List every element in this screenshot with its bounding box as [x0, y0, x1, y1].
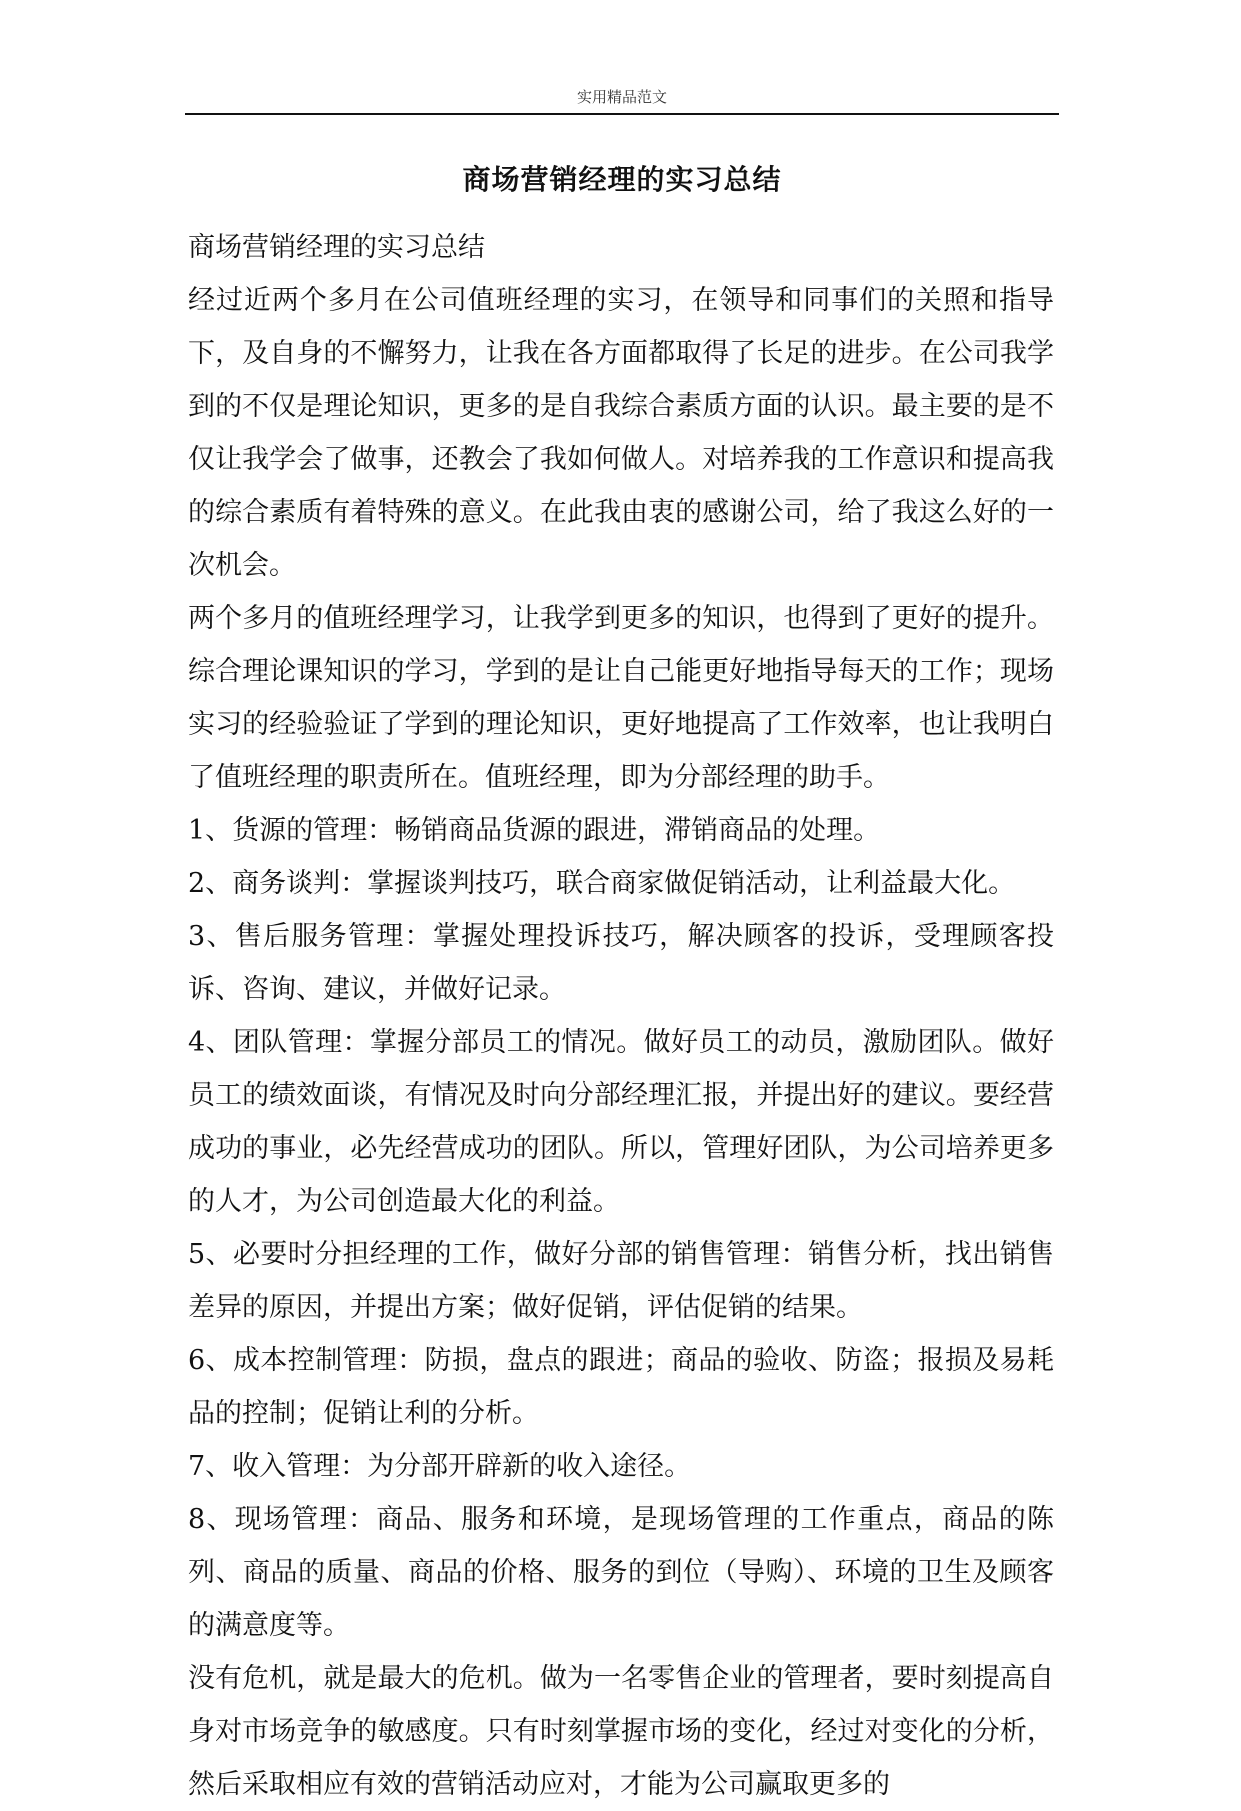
header-divider	[185, 113, 1059, 115]
page-header	[185, 0, 1059, 116]
paragraph-study: 两个多月的值班经理学习，让我学到更多的知识，也得到了更好的提升。综合理论课知识的学习，学到的是让自己能更好地指导每天的工作；现场实习的经验验证了学到的理论知识，更好地提高了工作效率，也让我明白了值班经理的职责所在。值班经理，即为分部经理的助手。	[188, 603, 1054, 793]
document-body	[188, 221, 1054, 1811]
header-text: 实用精品范文	[576, 88, 667, 106]
document-title: 商场营销经理的实习总结	[462, 163, 782, 196]
list-item-5: 5、必要时分担经理的工作，做好分部的销售管理：销售分析，找出销售差异的原因，并提出方案；做好促销，评估促销的结果。	[188, 1239, 1054, 1323]
paragraph-subtitle: 商场营销经理的实习总结	[188, 232, 485, 263]
list-item-6: 6、成本控制管理：防损，盘点的跟进；商品的验收、防盗；报损及易耗品的控制；促销让利的分析。	[188, 1345, 1054, 1429]
list-item-7: 7、收入管理：为分部开辟新的收入途径。	[188, 1451, 692, 1482]
paragraph-conclusion: 没有危机，就是最大的危机。做为一名零售企业的管理者，要时刻提高自身对市场竞争的敏感度。只有时刻掌握市场的变化，经过对变化的分析，然后采取相应有效的营销活动应对，才能为公司赢取更多的	[188, 1663, 1054, 1800]
list-item-4: 4、团队管理：掌握分部员工的情况。做好员工的动员，激励团队。做好员工的绩效面谈，有情况及时向分部经理汇报，并提出好的建议。要经营成功的事业，必先经营成功的团队。所以，管理好团队，为公司培养更多的人才，为公司创造最大化的利益。	[188, 1027, 1054, 1217]
list-item-8: 8、现场管理：商品、服务和环境，是现场管理的工作重点，商品的陈列、商品的质量、商品的价格、服务的到位（导购）、环境的卫生及顾客的满意度等。	[188, 1504, 1054, 1641]
list-item-2: 2、商务谈判：掌握谈判技巧，联合商家做促销活动，让利益最大化。	[188, 868, 1016, 899]
list-item-3: 3、售后服务管理：掌握处理投诉技巧，解决顾客的投诉，受理顾客投诉、咨询、建议，并做好记录。	[188, 921, 1054, 1005]
list-item-1: 1、货源的管理：畅销商品货源的跟进，滞销商品的处理。	[188, 815, 881, 846]
paragraph-intro: 经过近两个多月在公司值班经理的实习，在领导和同事们的关照和指导下，及自身的不懈努力，让我在各方面都取得了长足的进步。在公司我学到的不仅是理论知识，更多的是自我综合素质方面的认识。最主要的是不仅让我学会了做事，还教会了我如何做人。对培养我的工作意识和提高我的综合素质有着特殊的意义。在此我由衷的感谢公司，给了我这么好的一次机会。	[188, 285, 1054, 581]
